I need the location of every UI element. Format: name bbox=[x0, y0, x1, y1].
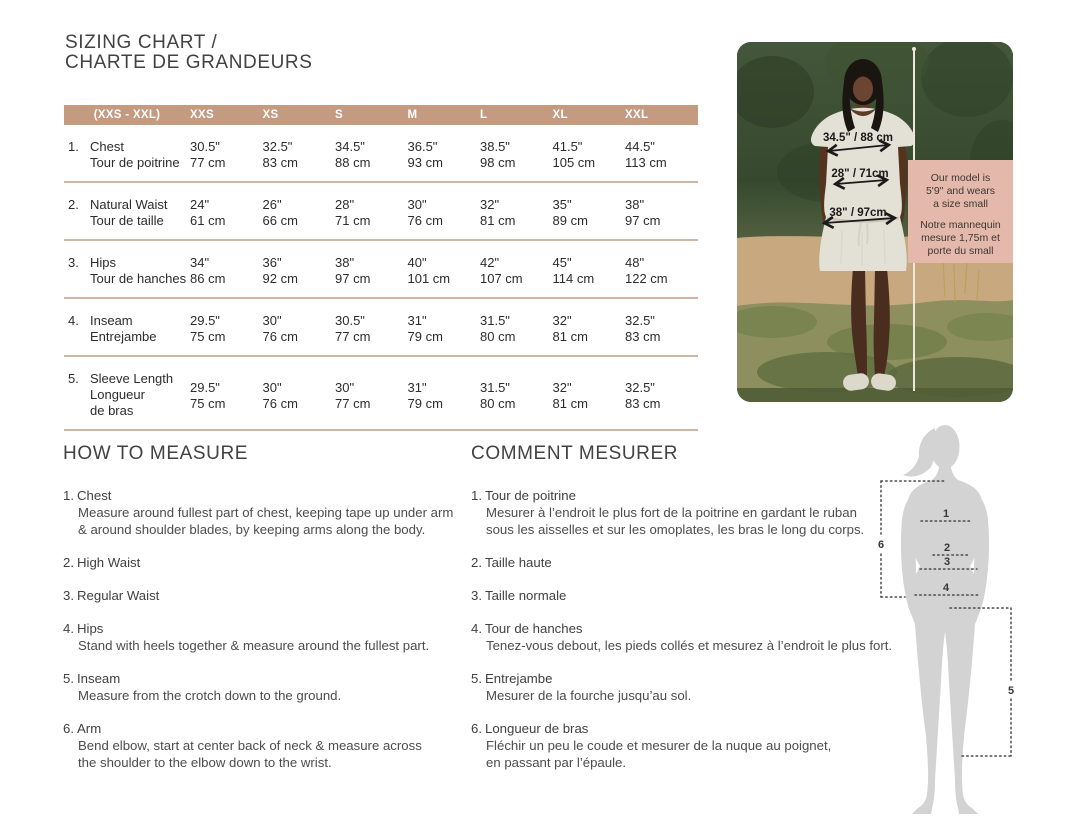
table-cell: 24" 61 cm bbox=[190, 197, 226, 228]
column-header-s: S bbox=[335, 109, 343, 121]
model-note-en: Our model is 5'9'' and wears a size small bbox=[925, 172, 996, 210]
table-cell: 35" 89 cm bbox=[552, 197, 588, 228]
table-cell: 30.5" 77 cm bbox=[190, 139, 226, 170]
diagram-label-6: 6 bbox=[877, 539, 885, 551]
column-header-xxl: XXL bbox=[625, 109, 649, 121]
table-cell: 29.5" 75 cm bbox=[190, 313, 226, 344]
measure-item-chest: 1. Chest Measure around fullest part of chest, keeping tape up under arm & around shoulder blades, by keeping arms along the body. bbox=[63, 488, 454, 537]
table-cell: 29.5" 75 cm bbox=[190, 380, 226, 411]
page-title-line1: SIZING CHART / bbox=[65, 32, 218, 53]
waist-measurement-label: 28" / 71cm bbox=[831, 168, 889, 180]
table-cell: 32.5" 83 cm bbox=[625, 380, 661, 411]
table-cell: 30" 76 cm bbox=[262, 313, 298, 344]
measure-item-hanches: 4. Tour de hanches Tenez-vous debout, les pieds collés et mesurez à l’endroit le plus fort. bbox=[471, 621, 893, 653]
table-cell: 38.5" 98 cm bbox=[480, 139, 516, 170]
table-cell: 38" 97 cm bbox=[625, 197, 661, 228]
measure-item-high-waist: 2. High Waist bbox=[63, 555, 141, 570]
row-label: Hips Tour de hanches bbox=[90, 255, 187, 286]
table-cell: 45" 114 cm bbox=[552, 255, 595, 286]
table-cell: 36" 92 cm bbox=[262, 255, 298, 286]
table-row-hips bbox=[64, 241, 698, 299]
table-cell: 32" 81 cm bbox=[552, 313, 588, 344]
row-label: Natural Waist Tour de taille bbox=[90, 197, 168, 228]
row-label: Chest Tour de poitrine bbox=[90, 139, 180, 170]
table-cell: 31.5" 80 cm bbox=[480, 313, 516, 344]
row-label: Sleeve Length Longueur de bras bbox=[90, 371, 174, 418]
table-cell: 26" 66 cm bbox=[262, 197, 298, 228]
sizing-table bbox=[64, 105, 698, 431]
section-heading-fr: COMMENT MESURER bbox=[471, 443, 679, 464]
measure-item-arm: 6. Arm Bend elbow, start at center back of neck & measure across the shoulder to the elbow down to the wrist. bbox=[63, 721, 422, 770]
table-cell: 32" 81 cm bbox=[552, 380, 588, 411]
table-cell: 30" 77 cm bbox=[335, 380, 371, 411]
model-note-fr: Notre mannequin mesure 1,75m et porte du small bbox=[920, 219, 1001, 257]
table-row-inseam bbox=[64, 299, 698, 357]
silhouette-diagram bbox=[865, 418, 1025, 818]
chest-measurement-label: 34.5" / 88 cm bbox=[822, 132, 894, 144]
hips-measurement-label: 38" / 97cm bbox=[829, 207, 887, 219]
table-cell: 42" 107 cm bbox=[480, 255, 523, 286]
measure-item-inseam: 5. Inseam Measure from the crotch down to the ground. bbox=[63, 671, 342, 703]
table-cell: 30.5" 77 cm bbox=[335, 313, 371, 344]
row-number: 4. bbox=[68, 313, 79, 328]
table-cell: 30" 76 cm bbox=[262, 380, 298, 411]
table-row-chest bbox=[64, 125, 698, 183]
table-cell: 34" 86 cm bbox=[190, 255, 226, 286]
measure-item-entrejambe: 5. Entrejambe Mesurer de la fourche jusqu’au sol. bbox=[471, 671, 692, 703]
table-row-sleeve-length bbox=[64, 357, 698, 431]
row-number: 2. bbox=[68, 197, 79, 212]
measure-item-taille-haute: 2. Taille haute bbox=[471, 555, 552, 570]
diagram-label-4: 4 bbox=[942, 582, 950, 594]
column-header-l: L bbox=[480, 109, 488, 121]
table-cell: 48" 122 cm bbox=[625, 255, 668, 286]
table-cell: 44.5" 113 cm bbox=[625, 139, 667, 170]
table-cell: 38" 97 cm bbox=[335, 255, 371, 286]
ponytail bbox=[903, 428, 935, 477]
measure-item-regular-waist: 3. Regular Waist bbox=[63, 588, 160, 603]
row-number: 5. bbox=[68, 371, 79, 386]
section-heading-en: HOW TO MEASURE bbox=[63, 443, 249, 464]
measure-item-hips: 4. Hips Stand with heels together & measure around the fullest part. bbox=[63, 621, 430, 653]
diagram-label-2: 2 bbox=[943, 542, 951, 554]
table-cell: 28" 71 cm bbox=[335, 197, 371, 228]
column-header-range: (XXS - XXL) bbox=[93, 109, 161, 121]
column-header-xs: XS bbox=[262, 109, 279, 121]
measure-item-taille-normale: 3. Taille normale bbox=[471, 588, 567, 603]
measure-item-longueur-bras: 6. Longueur de bras Fléchir un peu le coude et mesurer de la nuque au poignet, en passant par l’épaule. bbox=[471, 721, 832, 770]
comment-mesurer-section bbox=[471, 443, 921, 787]
table-cell: 40" 101 cm bbox=[407, 255, 451, 286]
measure-item-poitrine: 1. Tour de poitrine Mesurer à l’endroit le plus fort de la poitrine en gardant le ruban sous les aisselles et sur les omoplates, les bras le long du corps. bbox=[471, 488, 865, 537]
table-cell: 41.5" 105 cm bbox=[552, 139, 596, 170]
table-cell: 30" 76 cm bbox=[407, 197, 443, 228]
table-cell: 34.5" 88 cm bbox=[335, 139, 371, 170]
diagram-label-3: 3 bbox=[943, 556, 951, 568]
table-cell: 31" 79 cm bbox=[407, 380, 443, 411]
column-header-xl: XL bbox=[552, 109, 568, 121]
table-cell: 32.5" 83 cm bbox=[262, 139, 298, 170]
page-title-line2: CHARTE DE GRANDEURS bbox=[65, 52, 313, 73]
model-photo bbox=[737, 42, 1013, 402]
row-number: 1. bbox=[68, 139, 79, 154]
table-cell: 32.5" 83 cm bbox=[625, 313, 661, 344]
body-measurement-diagram bbox=[865, 418, 1025, 823]
table-cell: 31" 79 cm bbox=[407, 313, 443, 344]
table-header-row bbox=[64, 105, 698, 125]
how-to-measure-section bbox=[63, 443, 468, 787]
row-label: Inseam Entrejambe bbox=[90, 313, 157, 344]
row-number: 3. bbox=[68, 255, 79, 270]
page-title bbox=[65, 33, 313, 73]
column-header-xxs: XXS bbox=[190, 109, 214, 121]
table-row-natural-waist bbox=[64, 183, 698, 241]
diagram-label-5: 5 bbox=[1007, 685, 1015, 697]
table-cell: 36.5" 93 cm bbox=[407, 139, 443, 170]
diagram-label-1: 1 bbox=[942, 508, 950, 520]
table-cell: 31.5" 80 cm bbox=[480, 380, 516, 411]
table-cell: 32" 81 cm bbox=[480, 197, 516, 228]
model-note-box bbox=[908, 160, 1013, 263]
face bbox=[853, 77, 873, 102]
column-header-m: M bbox=[407, 109, 418, 121]
